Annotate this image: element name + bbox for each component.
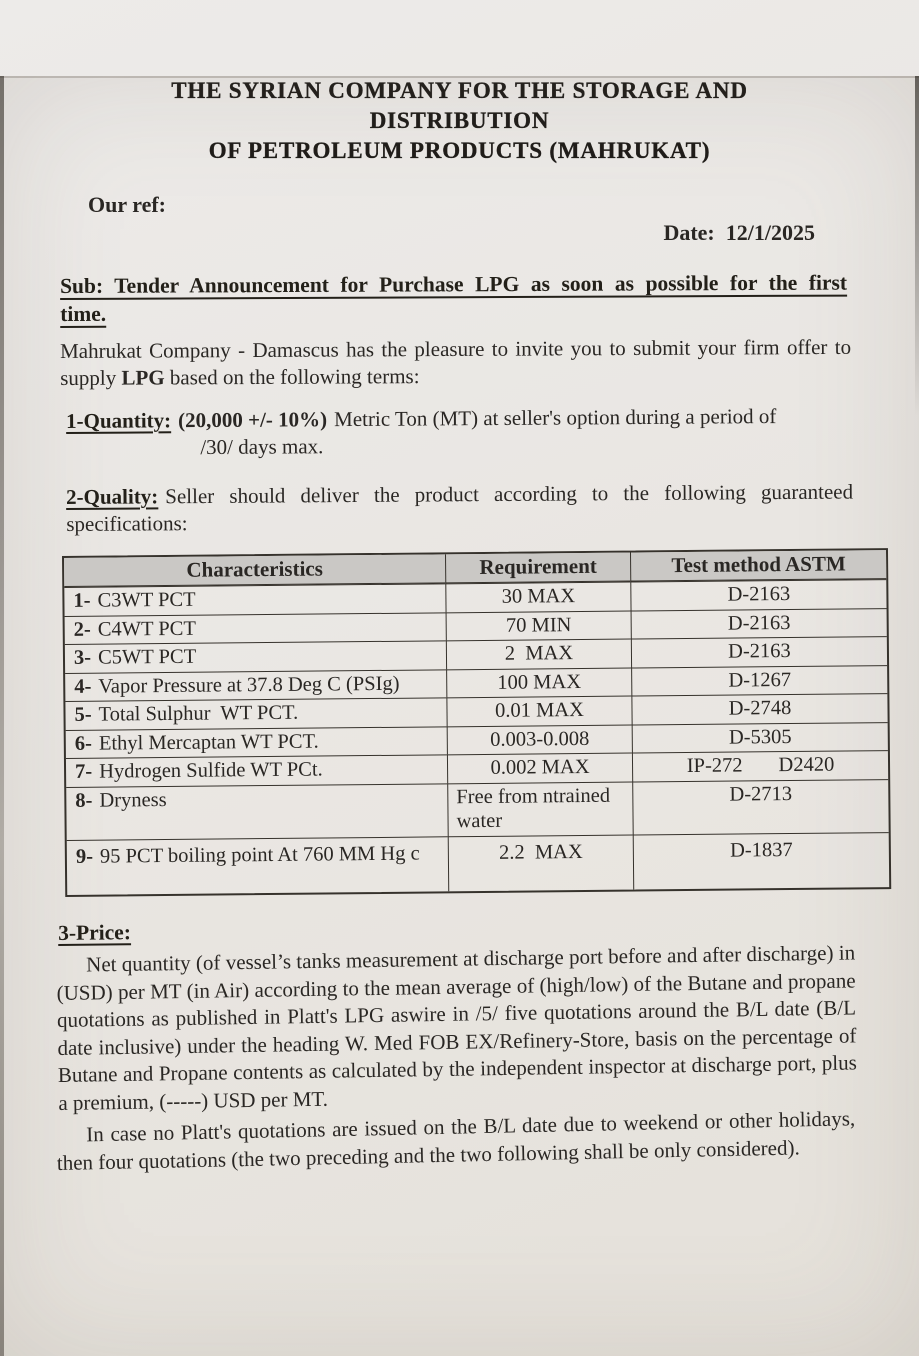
- cell-characteristic: [66, 783, 447, 840]
- row-number: 6-: [74, 732, 92, 755]
- date-gap: [715, 220, 726, 245]
- letterhead-line2: OF PETROLEUM PRODUCTS (MAHRUKAT): [208, 138, 711, 163]
- row-number: 4-: [74, 675, 92, 698]
- intro-part1: Mahrukat Company - Damascus has the pleasure to invite you to submit your firm offer to supply: [60, 334, 852, 390]
- photo-left-edge: [0, 76, 4, 1356]
- cell-requirement: 100 MAX: [446, 667, 631, 697]
- cell-method: D-1267: [631, 665, 887, 696]
- cell-method: IP-272 D2420: [632, 750, 888, 781]
- subject-text-line2: time.: [60, 301, 107, 326]
- quality-heading: 2-Quality:: [66, 484, 159, 509]
- subject-line: [60, 269, 847, 328]
- cell-requirement: 2.2 MAX: [448, 834, 634, 891]
- company-letterhead: [80, 76, 839, 166]
- photo-right-edge: [915, 76, 919, 416]
- intro-paragraph: [60, 334, 851, 392]
- row-name: C5WT PCT: [97, 645, 197, 669]
- cell-characteristic: [65, 697, 446, 729]
- row-number: 3-: [73, 646, 92, 669]
- row-number: 8-: [75, 789, 93, 812]
- price-paragraph-2: In case no Platt's quotations are issued on the B/L date due to weekend or other holidays, then four quotations (the two preceding and the two following shall be only considered).: [56, 1106, 856, 1175]
- cell-characteristic: [65, 669, 446, 701]
- date-value: 12/1/2025: [725, 220, 815, 245]
- row-name: Ethyl Mercaptan WT PCT.: [98, 730, 319, 755]
- row-name: Vapor Pressure at 37.8 Deg C (PSIg): [98, 672, 400, 698]
- header-test-method: Test method ASTM: [630, 550, 886, 581]
- cell-requirement: 70 MIN: [446, 610, 631, 640]
- quantity-heading: 1-Quantity:: [66, 408, 172, 433]
- cell-characteristic: [64, 583, 445, 615]
- cell-method: D-2713: [632, 779, 888, 834]
- table-row: [66, 779, 888, 840]
- table-row: [67, 832, 889, 895]
- cell-method: D-2748: [631, 693, 887, 724]
- cell-characteristic: [67, 836, 449, 895]
- cell-method: D-1837: [633, 832, 890, 890]
- header-characteristics: Characteristics: [64, 554, 445, 587]
- quality-rest: Seller should deliver the product according to the following guaranteed specifications:: [66, 479, 854, 536]
- row-name: Hydrogen Sulfide WT PCt.: [99, 758, 323, 783]
- price-heading-text: 3-Price:: [58, 920, 132, 945]
- row-number: 7-: [74, 760, 93, 783]
- row-name: Dryness: [99, 788, 167, 812]
- letterhead-line1: THE SYRIAN COMPANY FOR THE STORAGE AND DISTRIBUTION: [171, 78, 748, 133]
- cell-method: D-2163: [630, 579, 886, 610]
- cell-method: D-2163: [631, 636, 887, 667]
- row-name: Total Sulphur WT PCT.: [98, 701, 299, 726]
- cell-characteristic: [66, 754, 447, 786]
- quantity-line2: /30/ days max.: [200, 434, 324, 460]
- row-number: 1-: [73, 589, 91, 612]
- row-number: 5-: [74, 703, 92, 726]
- subject-text-line1: Sub: Tender Announcement for Purchase LPG as soon as possible for the first: [60, 270, 848, 298]
- cell-requirement: 0.01 MAX: [446, 696, 631, 726]
- photo-top-edge: [0, 76, 919, 78]
- row-name: C4WT PCT: [97, 617, 197, 641]
- cell-characteristic: [66, 726, 447, 758]
- cell-requirement: 0.003-0.008: [447, 724, 632, 754]
- specifications-table: [62, 548, 891, 897]
- row-number: 2-: [73, 618, 91, 641]
- quality-section: [66, 479, 853, 538]
- cell-requirement: 30 MAX: [445, 582, 630, 612]
- row-number: 9-: [75, 845, 94, 868]
- our-ref-label: Our ref:: [88, 192, 166, 217]
- quantity-bold-value: (20,000 +/- 10%): [178, 407, 328, 433]
- intro-bold-lpg: LPG: [121, 365, 165, 390]
- date-label: Date:: [663, 220, 715, 245]
- cell-characteristic: [65, 640, 446, 672]
- header-requirement: Requirement: [445, 553, 630, 584]
- quantity-rest: Metric Ton (MT) at seller's option during a period of: [334, 404, 777, 432]
- row-name: C3WT PCT: [97, 588, 196, 612]
- cell-requirement: 2 MAX: [446, 639, 631, 669]
- price-paragraph-1: Net quantity (of vessel’s tanks measurement at discharge port before and after discharge) in (USD) per MT (in Air) according to the mean average of (high/low) of the Butane and propane quotations as published in Platt's LPG aswire in /5/ five quotations around the B/L date (B/L date inclusive) under the heading W. Med FOB EX/Refinery-Store, basis on the percentage of Butane and Propane contents as calculated by the independent inspector at discharge port, plus a premium, (-----) USD per MT.: [56, 940, 858, 1115]
- date-row: [0, 220, 815, 246]
- cell-characteristic: [65, 612, 446, 644]
- cell-requirement: Free from ntrained water: [447, 781, 633, 836]
- quantity-section: [66, 403, 851, 462]
- row-name: 95 PCT boiling point At 760 MM Hg c: [99, 842, 420, 868]
- intro-part2: based on the following terms:: [164, 364, 420, 390]
- cell-requirement: 0.002 MAX: [447, 753, 632, 783]
- cell-method: D-2163: [631, 608, 887, 639]
- cell-method: D-5305: [632, 722, 888, 753]
